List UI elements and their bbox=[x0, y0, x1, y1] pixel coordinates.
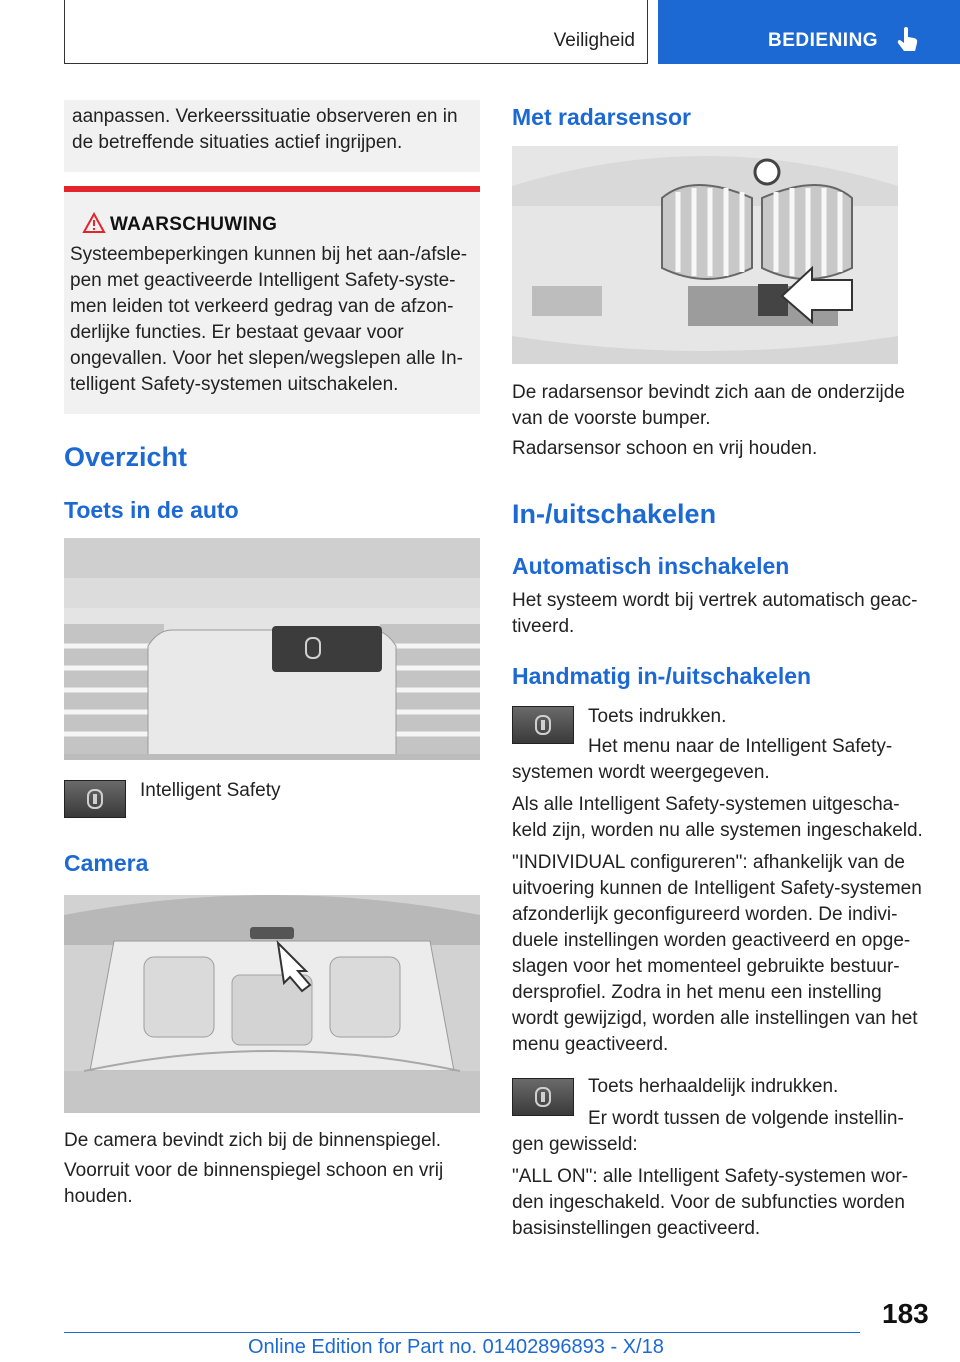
page-number: 183 bbox=[882, 1298, 929, 1329]
radar-text-line: De radarsensor bevindt zich aan de onderzijde bbox=[512, 382, 905, 403]
warning-line: Systeembeperkingen kunnen bij het aan-/afsle- bbox=[70, 244, 468, 265]
all-on-line: "ALL ON": alle Intelligent Safety-systemen wor- bbox=[512, 1166, 909, 1187]
hand-para-2-line: slagen voor het momenteel gebruikte bestuur- bbox=[512, 956, 900, 977]
camera-text-line: De camera bevindt zich bij de binnenspiegel. bbox=[64, 1130, 442, 1151]
hand-para-2-line: afzonderlijk geconfigureerd worden. De indivi- bbox=[512, 904, 898, 925]
all-on-line: den ingeschakeld. Voor de subfuncties worden bbox=[512, 1192, 905, 1213]
dashboard-button-photo bbox=[64, 538, 480, 760]
repeat-step-2: Er wordt tussen de volgende instellin- bbox=[588, 1108, 904, 1129]
hand-para-2-line: menu geactiveerd. bbox=[512, 1034, 669, 1055]
button-caption: Intelligent Safety bbox=[140, 780, 281, 801]
warning-line: men leiden tot verkeerd gedrag van de afzon- bbox=[70, 296, 454, 317]
hand-para-2-line: dersprofiel. Zodra in het menu een instelling bbox=[512, 982, 882, 1003]
footer-divider bbox=[64, 1332, 860, 1333]
warning-title: WAARSCHUWING bbox=[110, 214, 278, 235]
radar-text-line: van de voorste bumper. bbox=[512, 408, 711, 429]
intro-line: de betreffende situaties actief ingrijpen. bbox=[72, 132, 403, 153]
repeat-step-1: Toets herhaaldelijk indrukken. bbox=[588, 1076, 839, 1097]
hand-para-2-line: duele instellingen worden geactiveerd en opge- bbox=[512, 930, 911, 951]
radar-text-line: Radarsensor schoon en vrij houden. bbox=[512, 438, 818, 459]
hand-para-1-line: Als alle Intelligent Safety-systemen uitgescha- bbox=[512, 794, 900, 815]
intro-line: aanpassen. Verkeerssituatie observeren en in bbox=[72, 106, 458, 127]
warning-line: derlijke functies. Er bestaat gevaar voor bbox=[70, 322, 404, 343]
hand-para-2-line: uitvoering kunnen de Intelligent Safety-systemen bbox=[512, 878, 922, 899]
intelligent-safety-button-icon bbox=[512, 706, 574, 744]
header-section-box bbox=[64, 0, 648, 64]
heading-camera: Camera bbox=[64, 850, 149, 876]
intelligent-safety-button-icon bbox=[512, 1078, 574, 1116]
warning-line: telligent Safety-systemen uitschakelen. bbox=[70, 374, 399, 395]
heading-overzicht: Overzicht bbox=[64, 442, 188, 472]
hand-step-2: Het menu naar de Intelligent Safety- bbox=[588, 736, 893, 757]
radar-bumper-photo bbox=[512, 146, 898, 364]
header-chapter-tab bbox=[658, 0, 960, 64]
warning-box bbox=[64, 192, 480, 414]
heading-toets-in-de-auto: Toets in de auto bbox=[64, 497, 239, 523]
header-section-title: Veiligheid bbox=[553, 30, 635, 51]
heading-automatisch-inschakelen: Automatisch inschakelen bbox=[512, 553, 790, 579]
intelligent-safety-button-icon bbox=[64, 780, 126, 818]
heading-met-radarsensor: Met radarsensor bbox=[512, 104, 691, 130]
hand-para-1-line: keld zijn, worden nu alle systemen ingeschakeld. bbox=[512, 820, 923, 841]
auto-text-line: Het systeem wordt bij vertrek automatisch geac- bbox=[512, 590, 918, 611]
repeat-step-2-cont: gen gewisseld: bbox=[512, 1134, 638, 1155]
warning-line: ongevallen. Voor het slepen/wegslepen alle In- bbox=[70, 348, 463, 369]
hand-para-2-line: "INDIVIDUAL configureren": afhankelijk van de bbox=[512, 852, 905, 873]
hand-step-2-cont: systemen wordt weergegeven. bbox=[512, 762, 770, 783]
hand-step-1: Toets indrukken. bbox=[588, 706, 727, 727]
heading-handmatig: Handmatig in-/uitschakelen bbox=[512, 663, 812, 689]
auto-text-line: tiveerd. bbox=[512, 616, 575, 637]
footer-edition: Online Edition for Part no. 01402896893 - X/18 bbox=[248, 1336, 664, 1358]
warning-triangle-icon bbox=[82, 212, 106, 234]
heading-in-uitschakelen: In-/uitschakelen bbox=[512, 499, 717, 529]
all-on-line: basisinstellingen geactiveerd. bbox=[512, 1218, 761, 1239]
camera-interior-photo bbox=[64, 895, 480, 1113]
warning-line: pen met geactiveerde Intelligent Safety-syste- bbox=[70, 270, 456, 291]
hand-pointer-icon bbox=[896, 26, 920, 54]
hand-para-2-line: wordt gewijzigd, worden alle instellingen van het bbox=[512, 1008, 918, 1029]
camera-text-line: houden. bbox=[64, 1186, 133, 1207]
header-chapter-title: BEDIENING bbox=[768, 30, 879, 51]
camera-text-line: Voorruit voor de binnenspiegel schoon en vrij bbox=[64, 1160, 444, 1181]
intro-box bbox=[64, 100, 480, 172]
